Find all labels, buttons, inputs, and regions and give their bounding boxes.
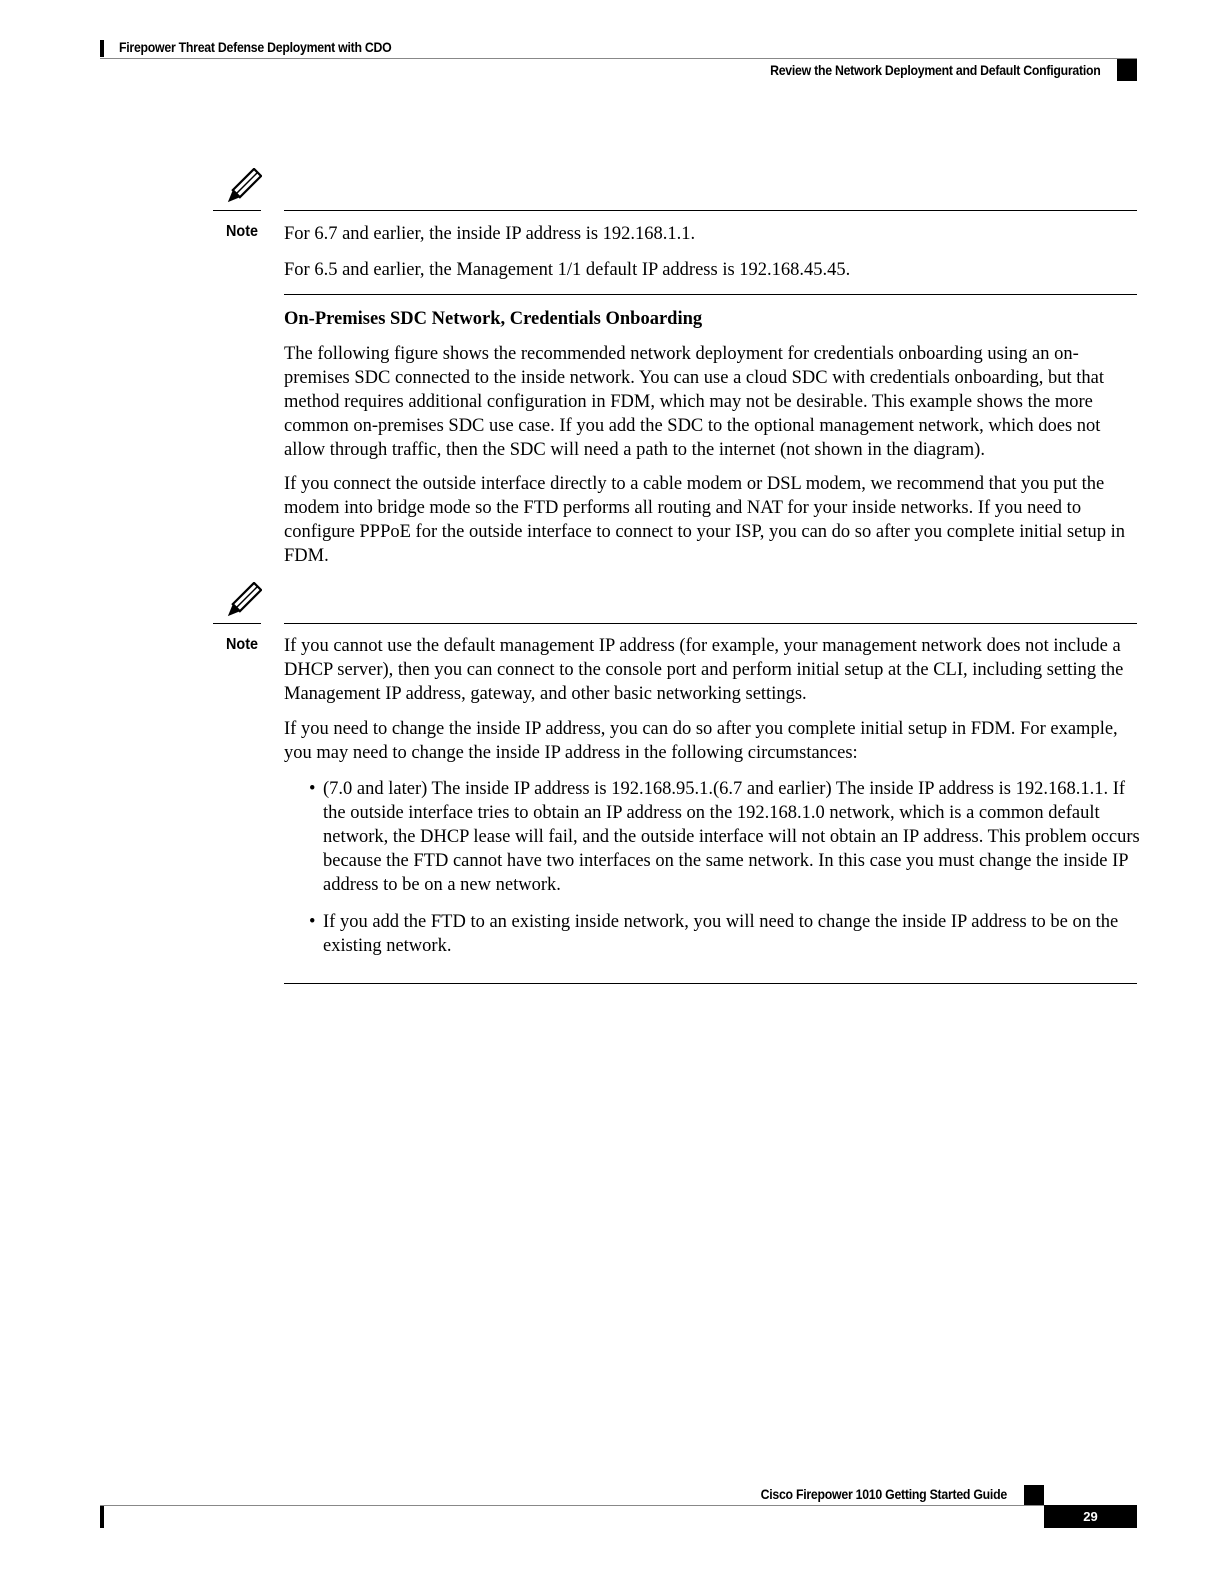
note-paragraph: If you cannot use the default management IP address (for example, your management network does not include a DHCP server), then you can connect to the console port and perform initial setup at the CLI, including setting the Management IP address, gateway, and other basic networking settings.: [284, 636, 1124, 704]
body-paragraph: If you connect the outside interface directly to a cable modem or DSL modem, we recommend that you put the modem into bridge mode so the FTD performs all routing and NAT for your inside networks. If you need to configure PPPoE for the outside interface to connect to your ISP, you can do so after you complete initial setup in FDM.: [284, 474, 1126, 566]
header-right-block: [1117, 59, 1137, 81]
body-paragraph: The following figure shows the recommended network deployment for credentials onboarding using an on-premises SDC connected to the inside network. You can use a cloud SDC with credentials onboarding, but that method requires additional configuration in FDM, which may not be desirable. This example shows the more common on-premises SDC use case. If you add the SDC to the optional management network, which does not allow through traffic, then the SDC will need a path to the internet (not shown in the diagram).: [284, 344, 1105, 460]
note-icon-underline: [213, 623, 261, 624]
note-icon-underline: [213, 210, 261, 211]
page-number: 29: [1044, 1505, 1137, 1528]
list-item-text: (7.0 and later) The inside IP address is 192.168.95.1.(6.7 and earlier) The inside IP address is 192.168.1.1. If the outside interface tries to obtain an IP address on the 192.168.1.0 network, which is a common default network, the DHCP lease will fail, and the outside interface will not obtain an IP address. This problem occurs because the FTD cannot have two interfaces on the same network. In this case you must change the inside IP address to be on a new network.: [323, 779, 1140, 895]
pencil-icon: [222, 168, 262, 208]
section-heading: On-Premises SDC Network, Credentials Onboarding: [284, 309, 703, 329]
header-rule: [100, 58, 1137, 59]
footer-left-bar: [100, 1506, 104, 1528]
note-top-rule: [284, 623, 1137, 624]
note-line: For 6.5 and earlier, the Management 1/1 default IP address is 192.168.45.45.: [284, 260, 851, 280]
header-doc-title: Firepower Threat Defense Deployment with CDO: [119, 39, 392, 55]
note-label: Note: [226, 636, 259, 653]
note-line: For 6.7 and earlier, the inside IP address is 192.168.1.1.: [284, 224, 696, 244]
footer-rule: [100, 1505, 1044, 1506]
note-top-rule: [284, 210, 1137, 211]
list-item: [309, 910, 1144, 958]
pencil-icon: [222, 582, 262, 622]
list-item-text: If you add the FTD to an existing inside network, you will need to change the inside IP address to be on the existing network.: [323, 912, 1119, 956]
note-paragraph: If you need to change the inside IP address, you can do so after you complete initial setup in FDM. For example, you may need to change the inside IP address in the following circumstances:: [284, 719, 1118, 763]
note-bottom-rule: [284, 294, 1137, 295]
header-left-bar: [100, 40, 104, 57]
note-bottom-rule: [284, 983, 1137, 984]
bullet-marker: •: [309, 779, 316, 799]
footer-block: [1024, 1485, 1044, 1505]
note-label: Note: [226, 223, 259, 240]
header-section-title: Review the Network Deployment and Default Configuration: [770, 62, 1101, 78]
list-item: [309, 777, 1144, 897]
footer-guide-title: Cisco Firepower 1010 Getting Started Guide: [760, 1486, 1007, 1502]
bullet-marker: •: [309, 912, 316, 932]
